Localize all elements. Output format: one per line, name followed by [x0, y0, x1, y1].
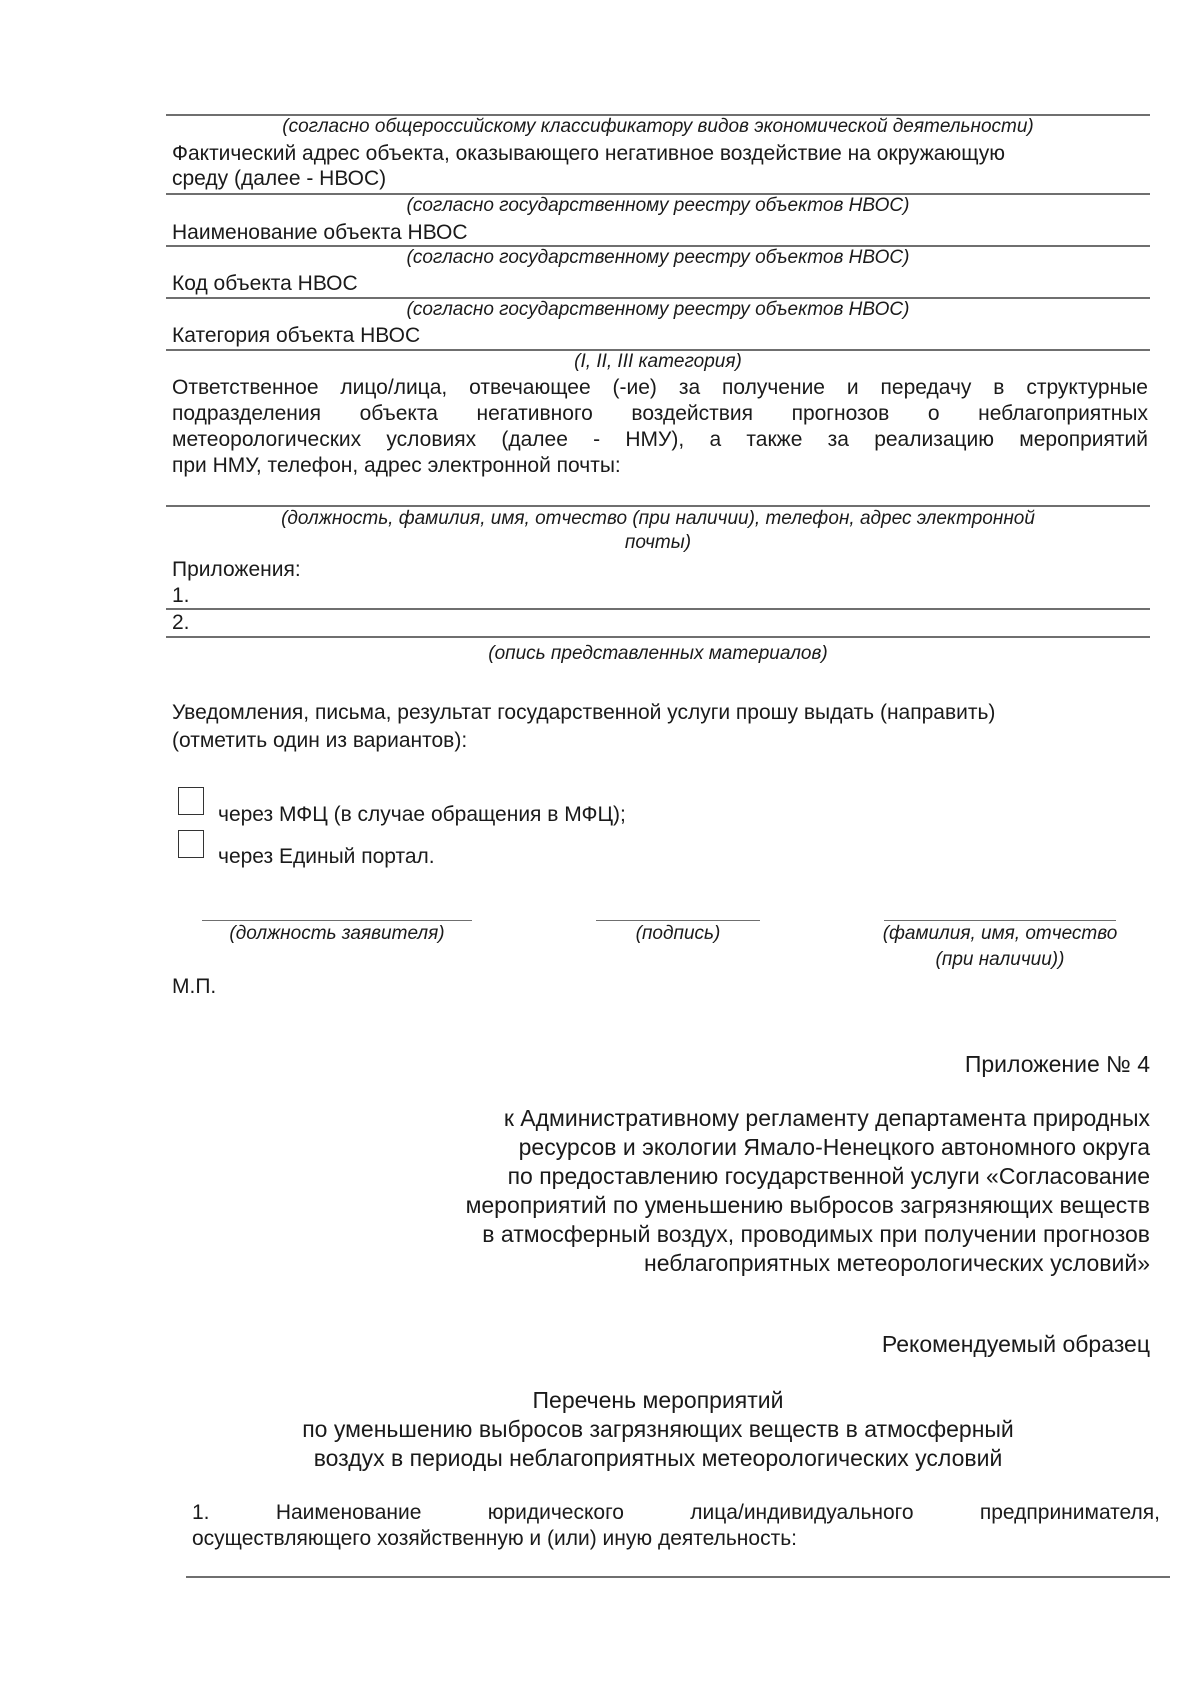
sign-signature-line [596, 920, 760, 921]
okved-note: (согласно общероссийскому классификатору видов экономической деятельности) [282, 116, 1034, 137]
item-1-line-2: осуществляющего хозяйственную и (или) иную деятельность: [192, 1527, 797, 1550]
attachment-2: 2. [172, 611, 190, 634]
sign-name-line [884, 920, 1116, 921]
stamp-label: М.П. [172, 975, 217, 998]
appendix-ref-line-1: к Административному регламенту департамента природных [503, 1105, 1150, 1131]
object-category-label: Категория объекта НВОС [172, 324, 421, 347]
sign-name-label-1: (фамилия, имя, отчество [882, 923, 1118, 944]
responsible-note-2: почты) [624, 532, 692, 553]
option-portal-label: через Единый портал. [218, 845, 435, 868]
object-code-label: Код объекта НВОС [172, 272, 358, 295]
responsible-line-4: при НМУ, телефон, адрес электронной почты: [172, 454, 621, 477]
sample-label: Рекомендуемый образец [881, 1331, 1150, 1357]
sign-position-label: (должность заявителя) [229, 923, 445, 944]
item-1-paragraph [192, 1500, 1160, 1552]
responsible-paragraph [172, 375, 1148, 479]
category-note: (I, II, III категория) [574, 351, 742, 372]
registry-note-2: (согласно государственному реестру объектов НВОС) [406, 247, 910, 268]
option-portal-checkbox[interactable] [178, 830, 204, 858]
appendix-reference [350, 1104, 1150, 1278]
attachment-1: 1. [172, 584, 190, 607]
attachment-2-line [166, 636, 1150, 638]
appendix-ref-line-6: неблагоприятных метеорологических условий» [644, 1250, 1150, 1276]
attachment-1-line [166, 608, 1150, 610]
item-1-line-1: 1. Наименование юридического лица/индивидуального предпринимателя, [192, 1501, 1160, 1524]
list-title-line-2: по уменьшению выбросов загрязняющих веществ в атмосферный [302, 1416, 1014, 1442]
responsible-line [166, 505, 1150, 507]
option-mfc-checkbox[interactable] [178, 787, 204, 815]
list-title-line-1: Перечень мероприятий [532, 1387, 784, 1413]
object-name-label: Наименование объекта НВОС [172, 221, 468, 244]
sign-position-line [202, 920, 472, 921]
registry-note-3: (согласно государственному реестру объектов НВОС) [406, 299, 910, 320]
actual-address-label-2: среду (далее - НВОС) [172, 167, 387, 190]
sign-signature-label: (подпись) [635, 923, 721, 944]
attachments-label: Приложения: [172, 558, 301, 581]
appendix-ref-line-5: в атмосферный воздух, проводимых при получении прогнозов [482, 1221, 1150, 1247]
responsible-line-2: подразделения объекта негативного воздействия прогнозов о неблагоприятных [172, 402, 1148, 425]
appendix-ref-line-4: мероприятий по уменьшению выбросов загрязняющих веществ [465, 1192, 1150, 1218]
responsible-line-1: Ответственное лицо/лица, отвечающее (-ие) за получение и передачу в структурные [172, 376, 1148, 399]
appendix-number: Приложение № 4 [964, 1051, 1150, 1077]
option-mfc-label: через МФЦ (в случае обращения в МФЦ); [218, 803, 626, 826]
appendix-ref-line-3: по предоставлению государственной услуги «Согласование [507, 1163, 1150, 1189]
actual-address-label-1: Фактический адрес объекта, оказывающего негативное воздействие на окружающую [172, 142, 1005, 165]
delivery-line-1: Уведомления, письма, результат государственной услуги прошу выдать (направить) [172, 701, 996, 724]
item-1-answer-line [186, 1576, 1170, 1578]
registry-note-1: (согласно государственному реестру объектов НВОС) [406, 195, 910, 216]
list-title-line-3: воздух в периоды неблагоприятных метеорологических условий [313, 1445, 1003, 1471]
attachments-note: (опись представленных материалов) [488, 643, 828, 664]
appendix-ref-line-2: ресурсов и экологии Ямало-Ненецкого автономного округа [518, 1134, 1150, 1160]
responsible-note-1: (должность, фамилия, имя, отчество (при наличии), телефон, адрес электронной [281, 508, 1035, 529]
sign-name-label-2: (при наличии)) [935, 949, 1065, 970]
delivery-line-2: (отметить один из вариантов): [172, 729, 468, 752]
list-title [166, 1386, 1150, 1473]
responsible-line-3: метеорологических условиях (далее - НМУ), а также за реализацию мероприятий [172, 428, 1148, 451]
